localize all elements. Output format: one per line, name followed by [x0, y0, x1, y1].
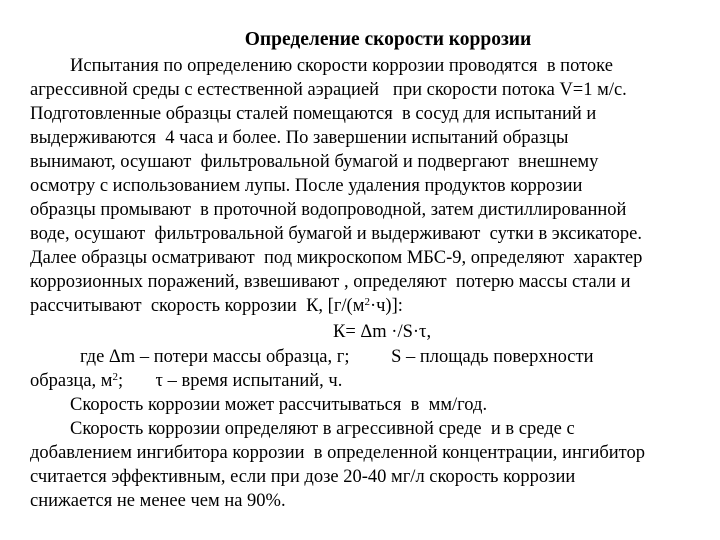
paragraph-2-line-1: Скорость коррозии может рассчитываться в мм/год. — [70, 395, 488, 415]
paragraph-1-line-11 — [30, 295, 403, 317]
paragraph-3-line-2: добавлением ингибитора коррозии в определенной концентрации, ингибитор — [30, 443, 645, 463]
formula-legend-line-2-superscript: 2 — [112, 371, 119, 383]
document-title: Определение скорости коррозии — [244, 29, 532, 50]
formula-legend-line-2 — [30, 370, 342, 392]
formula-legend-line-2-text-a: образца, м — [30, 371, 113, 391]
formula-legend-line-1: где Δm – потери массы образца, г; S – площадь поверхности — [80, 347, 594, 367]
paragraph-3-line-1: Скорость коррозии определяют в агрессивной среде и в среде с — [70, 419, 575, 439]
paragraph-1-line-02: агрессивной среды с естественной аэрацией при скорости потока V=1 м/с. — [30, 80, 627, 100]
corrosion-rate-formula: К= Δm ·/S·τ, — [333, 322, 432, 342]
paragraph-1-line-09: Далее образцы осматривают под микроскопом МБС-9, определяют характер — [30, 248, 643, 268]
paragraph-1-line-05: вынимают, осушают фильтровальной бумагой и подвергают внешнему — [30, 152, 599, 172]
paragraph-3-line-4: снижается не менее чем на 90%. — [30, 491, 286, 511]
paragraph-1-line-06: осмотру с использованием лупы. После удаления продуктов коррозии — [30, 176, 583, 196]
paragraph-1-line-07: образцы промывают в проточной водопроводной, затем дистиллированной — [30, 200, 627, 220]
paragraph-1-line-08: воде, осушают фильтровальной бумагой и выдерживают сутки в эксикаторе. — [30, 224, 643, 244]
formula-legend-line-2-text-b: ; τ – время испытаний, ч. — [118, 371, 343, 391]
paragraph-1-line-11-text-b: ·ч)]: — [369, 296, 403, 316]
paragraph-1-line-03: Подготовленные образцы сталей помещаются в сосуд для испытаний и — [30, 104, 597, 124]
paragraph-1-line-01: Испытания по определению скорости коррозии проводятся в потоке — [70, 56, 613, 76]
paragraph-1-line-11-superscript: 2 — [364, 296, 370, 308]
paragraph-1-line-10: коррозионных поражений, взвешивают , определяют потерю массы стали и — [30, 272, 631, 292]
paragraph-1-line-04: выдерживаются 4 часа и более. По завершении испытаний образцы — [30, 128, 569, 148]
paragraph-3-line-3: считается эффективным, если при дозе 20-40 мг/л скорость коррозии — [30, 467, 576, 487]
paragraph-1-line-11-text-a: рассчитывают скорость коррозии К, [г/(м — [30, 296, 365, 316]
